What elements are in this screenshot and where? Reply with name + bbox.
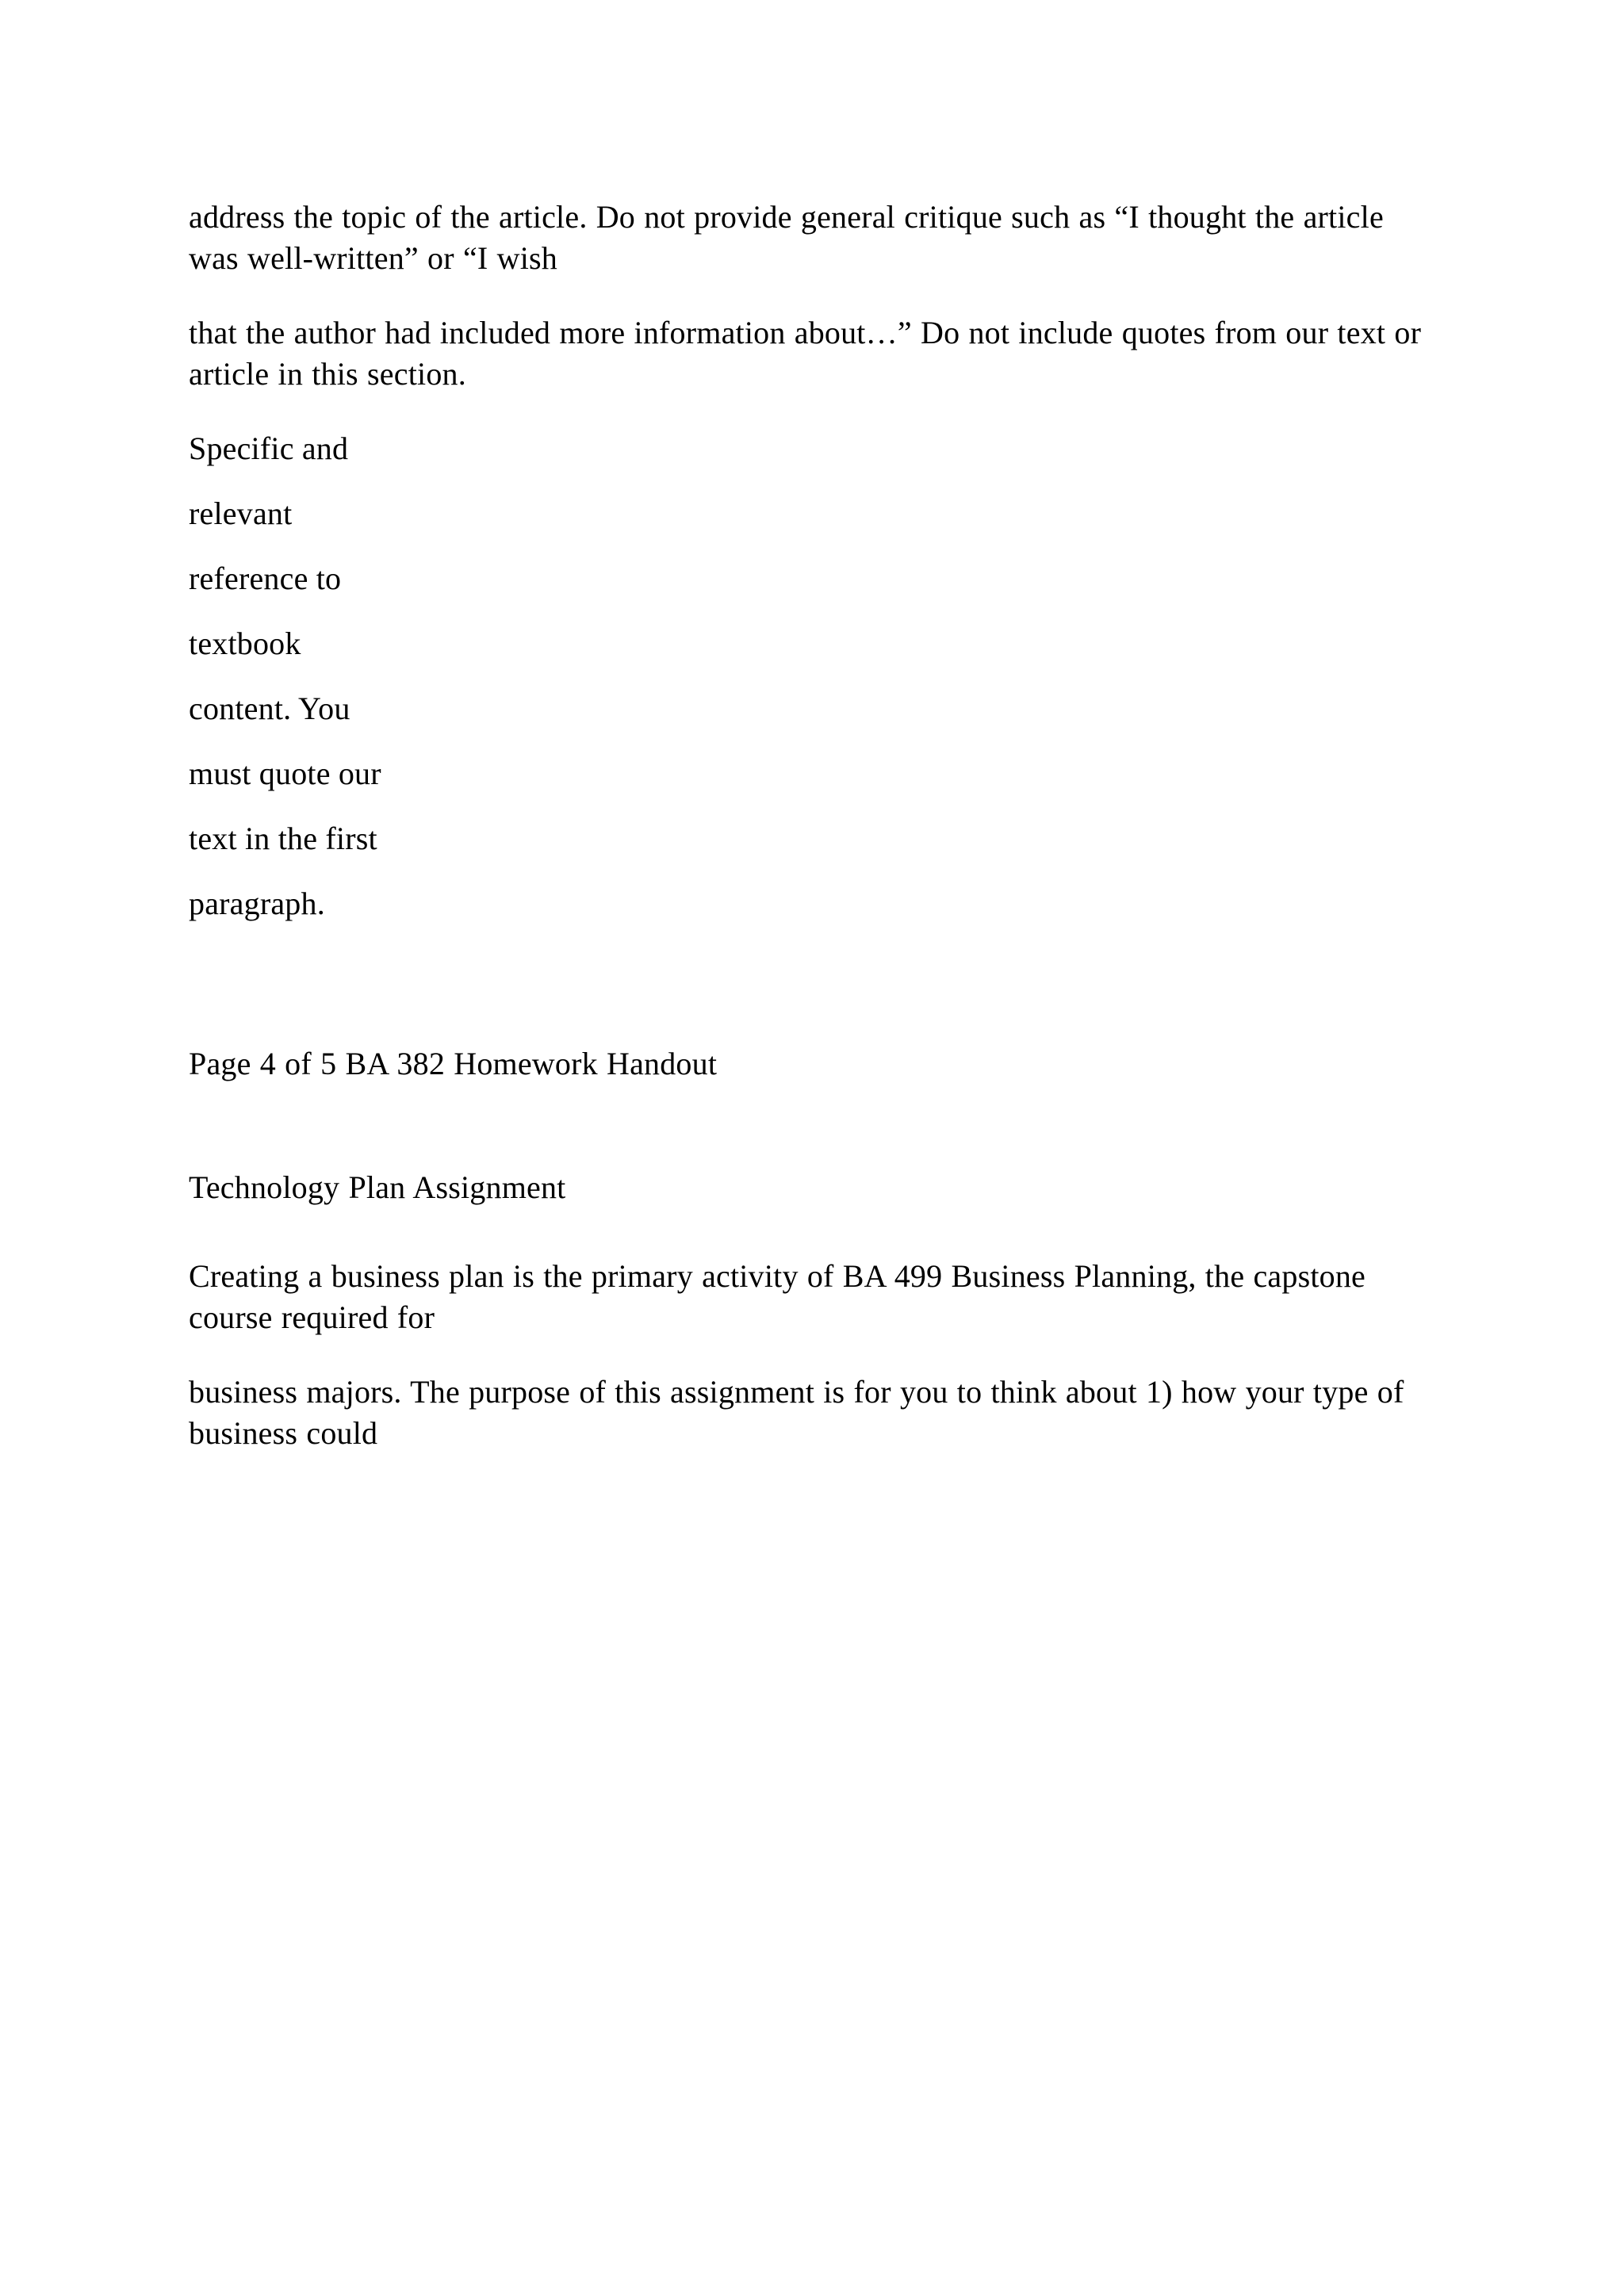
stacked-line-4: textbook [189, 626, 301, 661]
stacked-line-6: must quote our [189, 756, 381, 791]
stacked-line-8: paragraph. [189, 886, 325, 921]
spacer [189, 279, 1426, 312]
page-footer-line: Page 4 of 5 BA 382 Homework Handout [189, 1046, 718, 1081]
stacked-line-3: reference to [189, 561, 342, 596]
spacer [189, 1085, 1426, 1167]
stacked-line-2: relevant [189, 496, 293, 531]
document-body [189, 197, 1426, 1454]
paragraph-assignment-purpose: business majors. The purpose of this assignment is for you to think about 1) how your type of business could [189, 1374, 1404, 1451]
paragraph-critique-instruction: address the topic of the article. Do not provide general critique such as “I thought the article was well-written” or “I wish [189, 199, 1384, 276]
spacer [189, 395, 1426, 428]
stacked-criteria-list [189, 428, 1069, 924]
spacer [189, 1208, 1426, 1256]
stacked-line-7: text in the first [189, 821, 377, 856]
spacer [189, 1338, 1426, 1372]
paragraph-no-quotes-instruction: that the author had included more information about…” Do not include quotes from our text or article in this section. [189, 315, 1422, 392]
stacked-line-5: content. You [189, 691, 350, 726]
stacked-line-1: Specific and [189, 430, 349, 466]
spacer [189, 924, 1426, 1043]
paragraph-business-plan-intro: Creating a business plan is the primary activity of BA 499 Business Planning, the capstone course required for [189, 1258, 1366, 1335]
section-heading-technology-plan: Technology Plan Assignment [189, 1169, 566, 1205]
